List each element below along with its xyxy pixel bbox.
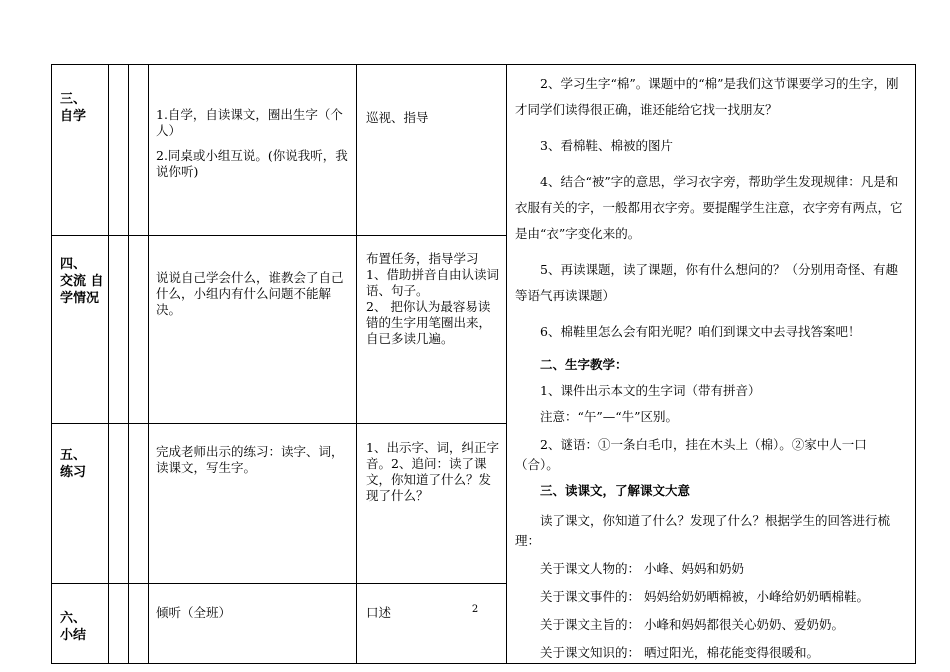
teacher-activity: 1、借助拼音自由认读词语、句子。 (366, 267, 499, 299)
process-line: 关于课文事件的： 妈妈给奶奶晒棉被，小峰给奶奶晒棉鞋。 (540, 589, 869, 604)
stage-label: 六、 (60, 610, 87, 626)
process-line: 注意：“午”—“牛”区别。 (540, 409, 679, 424)
teacher-activity: 2、 把你认为最容易读错的生字用笔圈出来，自已多读几遍。 (366, 299, 492, 347)
student-activity: 完成老师出示的练习：读字、词，读课文，写生字。 (156, 443, 344, 475)
section-heading: 三、读课文，了解课文大意 (540, 483, 691, 498)
process-line: 4、结合“被”字的意思，学习衣字旁，帮助学生发现规律：凡是和衣服有关的字，一般都用衣字旁。要提醒学生注意，衣字旁有两点，它是由“衣”字变化来的。 (515, 174, 903, 241)
student-activity-cell (149, 583, 357, 663)
teacher-activity: 口述 (366, 604, 392, 620)
teaching-process (507, 65, 915, 663)
process-line: 1、课件出示本文的生字词（带有拼音） (540, 383, 761, 398)
student-activity-cell (149, 423, 357, 583)
page-number: 2 (471, 604, 479, 615)
stage-label: 四、 (60, 257, 87, 273)
process-line: 6、棉鞋里怎么会有阳光呢？咱们到课文中去寻找答案吧！ (540, 324, 861, 339)
blank-cell (129, 583, 149, 663)
teacher-activity: 布置任务，指导学习 (366, 251, 479, 267)
table-row (52, 65, 916, 236)
blank-cell (129, 423, 149, 583)
process-line: 3、看棉鞋、棉被的图片 (540, 138, 673, 153)
process-line: 关于课文人物的： 小峰、妈妈和奶奶 (540, 561, 744, 576)
blank-cell (109, 236, 129, 423)
stage-label: 练习 (60, 464, 87, 480)
student-activity: 说说自己学会什么，谁教会了自己什么，小组内有什么问题不能解决。 (156, 270, 344, 318)
process-line: 关于课文主旨的： 小峰和妈妈都很关心奶奶、爱奶奶。 (540, 617, 844, 632)
teacher-activity-cell (357, 236, 507, 423)
process-line: 2、谜语：①一条白毛巾，挂在木头上（棉）。②家中人一口（合）。 (515, 437, 867, 472)
student-activity: 1.自学，自读课文，圈出生字（个人） (156, 107, 343, 138)
process-line: 5、再读课题，读了课题，你有什么想问的？（分别用奇怪、有趣等语气再读课题） (515, 262, 898, 303)
stage-label: 自学 (60, 109, 87, 124)
teacher-activity: 巡视、指导 (366, 110, 429, 125)
process-line: 关于课文知识的： 晒过阳光，棉花能变得很暖和。 (540, 645, 819, 660)
stage-label: 小结 (60, 627, 87, 643)
student-activity: 倾听（全班） (156, 604, 232, 620)
stage-cell (52, 65, 109, 236)
teacher-activity: 1、出示字、词，纠正字音。2、追问：读了课文，你知道了什么？发现了什么？ (366, 439, 499, 503)
process-line: 2、学习生字“棉”。课题中的“棉”是我们这节课要学习的生字，刚才同学们读得很正确，谁还能给它找一找朋友？ (515, 76, 899, 117)
blank-cell (129, 236, 149, 423)
process-line: 读了课文，你知道了什么？发现了什么？根据学生的回答进行梳理： (515, 513, 891, 548)
teaching-process-cell (507, 65, 916, 664)
blank-cell (109, 423, 129, 583)
student-activity-cell (149, 236, 357, 423)
blank-cell (129, 65, 149, 236)
student-activity-cell (149, 65, 357, 236)
blank-cell (109, 583, 129, 663)
student-activity: 2.同桌或小组互说。(你说我听，我说你听) (156, 148, 348, 179)
stage-cell (52, 583, 109, 663)
stage-cell (52, 423, 109, 583)
stage-cell (52, 236, 109, 423)
stage-label: 学情况 (60, 291, 100, 307)
section-heading: 二、生字教学： (540, 357, 628, 372)
stage-label: 交流 自 (60, 274, 104, 290)
stage-label: 三、 (60, 92, 87, 107)
teacher-activity-cell (357, 423, 507, 583)
blank-cell (109, 65, 129, 236)
teacher-activity-cell (357, 583, 507, 663)
lesson-plan-table (51, 64, 916, 664)
teacher-activity-cell (357, 65, 507, 236)
stage-label: 五、 (60, 447, 87, 463)
